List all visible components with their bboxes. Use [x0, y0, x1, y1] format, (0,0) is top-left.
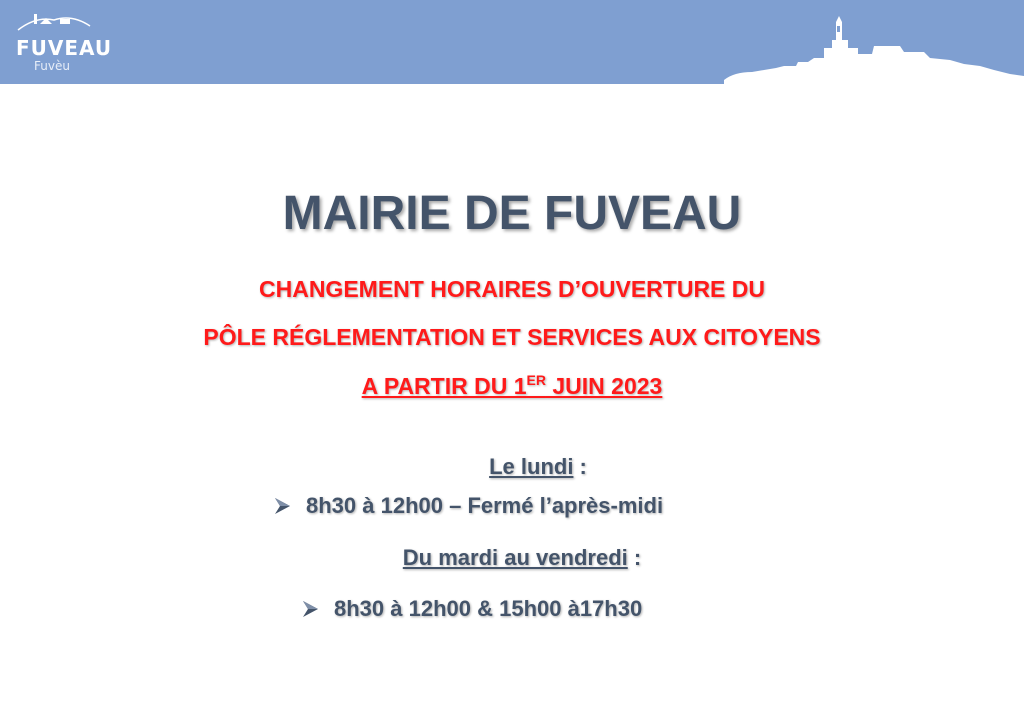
schedule-heading-text: Du mardi au vendredi	[402, 545, 628, 570]
header-banner	[0, 0, 1024, 84]
arrow-bullet-icon	[272, 493, 306, 519]
schedule-heading-text: Le lundi	[489, 454, 574, 479]
village-silhouette-icon	[724, 0, 1024, 84]
schedule-hours-text: 8h30 à 12h00 – Fermé l’après-midi	[306, 493, 664, 518]
announcement-line-1: CHANGEMENT HORAIRES D’OUVERTURE DU	[258, 276, 766, 302]
logo-subtitle: Fuvèu	[34, 59, 70, 73]
schedule-heading-weekdays	[0, 545, 1024, 571]
schedule-hours-weekdays	[300, 596, 642, 622]
effective-date	[0, 372, 1024, 400]
effective-date-ordinal: ER	[526, 372, 546, 388]
effective-date-prefix: A PARTIR DU 1	[361, 373, 527, 399]
announcement-line-2: PÔLE RÉGLEMENTATION ET SERVICES AUX CITOYENS	[203, 324, 821, 350]
page-title: MAIRIE DE FUVEAU	[282, 187, 742, 240]
schedule-heading-monday	[0, 454, 1024, 480]
schedule-hours-text: 8h30 à 12h00 & 15h00 à17h30	[334, 596, 643, 621]
arrow-bullet-icon	[300, 596, 334, 622]
effective-date-suffix: JUIN 2023	[545, 373, 663, 399]
effective-date-text	[362, 373, 663, 399]
schedule-heading-colon: :	[573, 454, 587, 479]
town-skyline-icon	[16, 10, 92, 32]
schedule-heading-colon: :	[627, 545, 642, 570]
town-logo[interactable]	[12, 8, 113, 74]
schedule-hours-monday	[272, 493, 663, 519]
logo-name: FUVEAU	[16, 36, 113, 60]
